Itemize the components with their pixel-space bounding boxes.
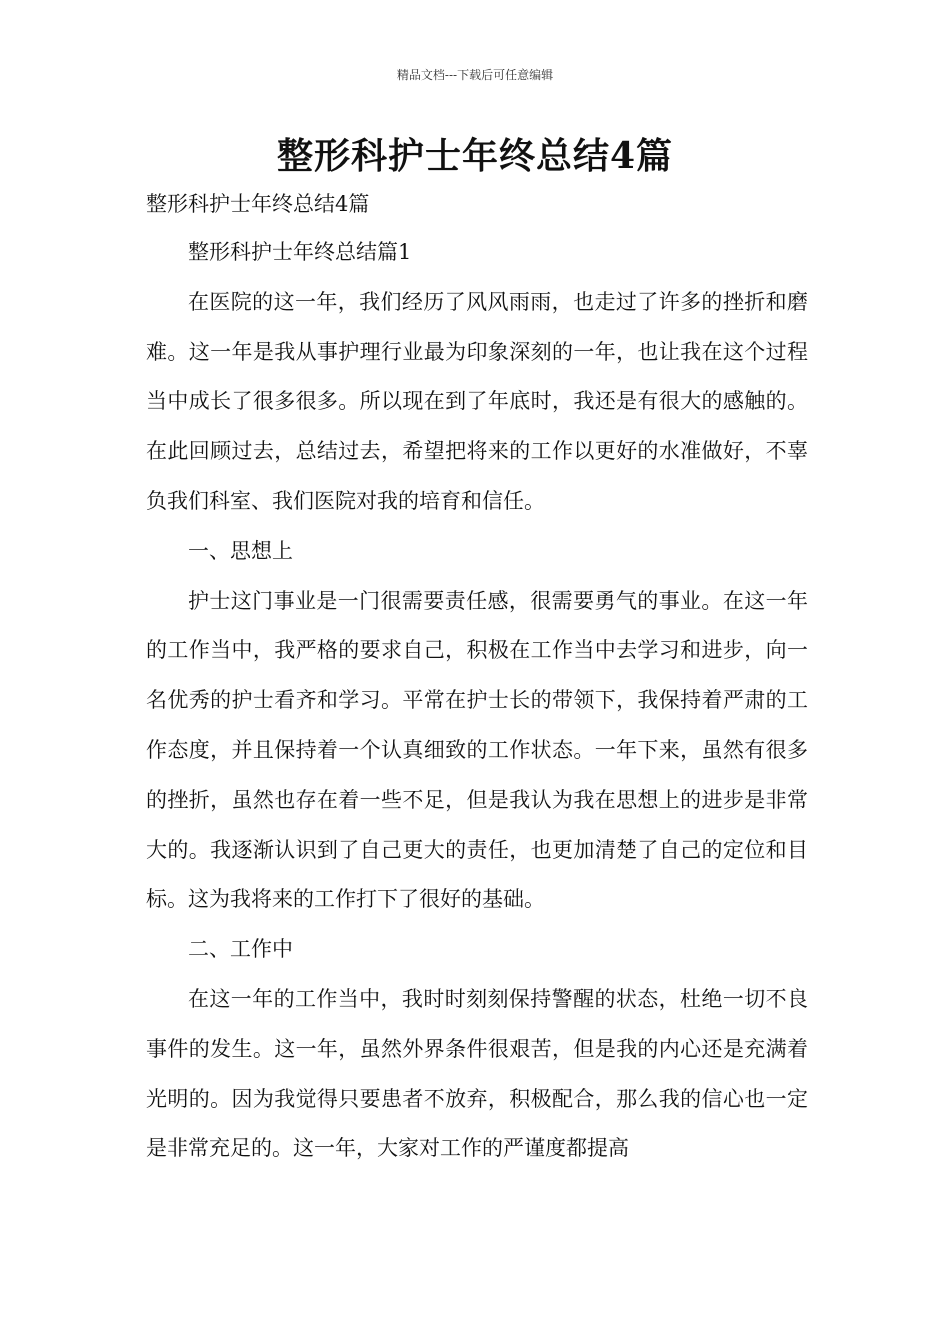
header-note: 精品文档---下载后可任意编辑 [396, 68, 554, 82]
section-heading: 整形科护士年终总结篇1 [188, 240, 412, 264]
paragraph: 在医院的这一年，我们经历了风风雨雨，也走过了许多的挫折和磨难。这一年是我从事护理行业最为印象深刻的一年，也让我在这个过程当中成长了很多很多。所以现在到了年底时，我还是有很大的感触的。在此回顾过去，总结过去，希望把将来的工作以更好的水准做好，不辜负我们科室、我们医院对我的培育和信任。 [146, 289, 808, 513]
document-title: 整形科护士年终总结4篇 [276, 135, 674, 177]
section-heading: 一、思想上 [188, 538, 293, 563]
paragraph: 在这一年的工作当中，我时时刻刻保持警醒的状态，杜绝一切不良事件的发生。这一年，虽然外界条件很艰苦，但是我的内心还是充满着光明的。因为我觉得只要患者不放弃，积极配合，那么我的信心也一定是非常充足的。这一年，大家对工作的严谨度都提高 [146, 986, 808, 1161]
section-heading: 二、工作中 [188, 937, 293, 962]
document-body [146, 228, 808, 1174]
document-subtitle: 整形科护士年终总结4篇 [146, 192, 370, 216]
paragraph: 护士这门事业是一门很需要责任感，很需要勇气的事业。在这一年的工作当中，我严格的要求自己，积极在工作当中去学习和进步，向一名优秀的护士看齐和学习。平常在护士长的带领下，我保持着严肃的工作态度，并且保持着一个认真细致的工作状态。一年下来，虽然有很多的挫折，虽然也存在着一些不足，但是我认为我在思想上的进步是非常大的。我逐渐认识到了自己更大的责任，也更加清楚了自己的定位和目标。这为我将来的工作打下了很好的基础。 [146, 588, 808, 912]
